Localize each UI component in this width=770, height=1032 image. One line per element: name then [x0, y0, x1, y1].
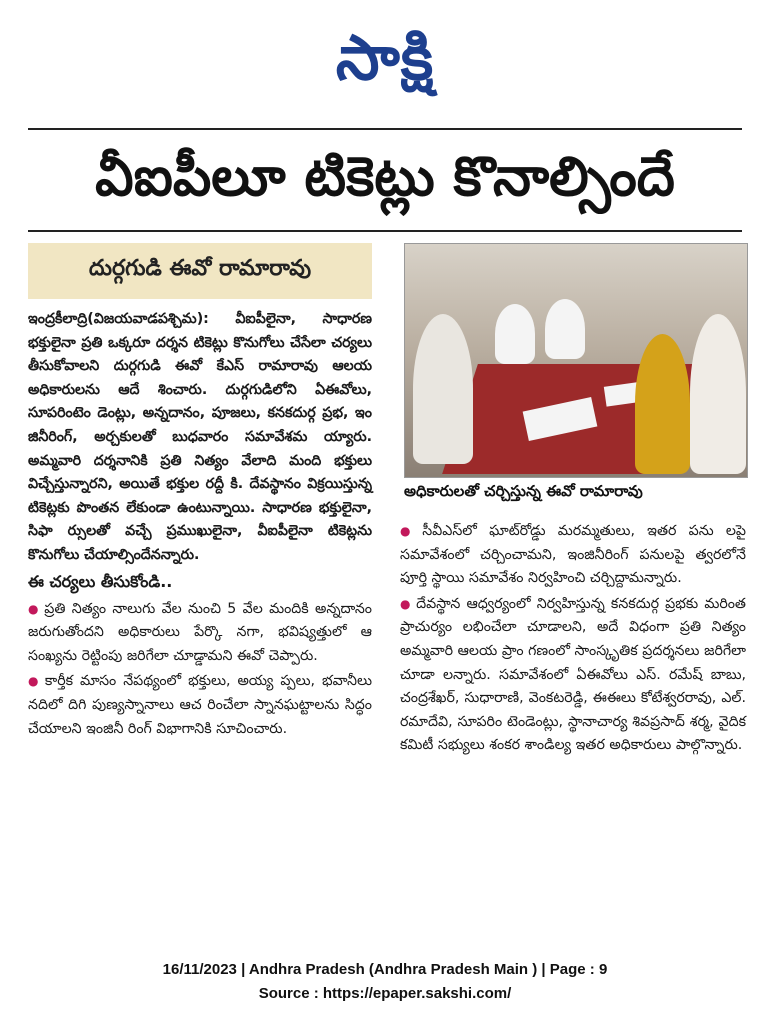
list-item: ● కార్తీక మాసం నేపథ్యంలో భక్తులు, అయ్య ప్పలు, భవానీలు నదిలో దిగి పుణ్యస్నానాలు ఆచ రించేలా స్నానఘట్టాలను సిద్ధం చేయాలని ఇంజినీ రింగ్ విభాగానికి సూచించారు. [28, 673, 372, 737]
meeting-photo [404, 243, 748, 478]
subhead-box [28, 243, 372, 299]
photo-person [635, 334, 690, 474]
photo-person [495, 304, 535, 364]
photo-caption: అధికారులతో చర్చిస్తున్న ఈవో రామారావు [404, 482, 643, 500]
headline: వీఐపీలూ టికెట్లు కొనాల్సిందే [95, 144, 675, 208]
photo-person [545, 299, 585, 359]
list-item: ● సీవీఎస్‌లో ఘాట్‌రోడ్డు మరమ్మతులు, ఇతర పను లపై సమావేశంలో చర్చించామని, ఇంజినీరింగ్ పనులపై త్వరలోనే పూర్తి స్థాయి సమావేశం నిర్వహించి చర్చిద్దామన్నారు. [400, 523, 746, 587]
masthead-rule [28, 128, 742, 130]
headline-rule [28, 230, 742, 232]
bullet-icon: ● [400, 596, 413, 611]
footer-date-line: 16/11/2023 | Andhra Pradesh (Andhra Pradesh Main ) | Page : 9 [162, 961, 608, 978]
photo-person [413, 314, 473, 464]
list-item: ● ప్రతి నిత్యం నాలుగు వేల నుంచి 5 వేల మందికి అన్నదానం జరుగుతోందని అధికారులు పేర్కొ నగా, భవిష్యత్తులో ఆ సంఖ్యను రెట్టింపు జరిగేలా చూడ్డామని ఈవో చెప్పారు. [28, 600, 372, 664]
right-column [400, 520, 746, 760]
footer-source-line: Source : https://epaper.sakshi.com/ [258, 985, 512, 1002]
section-title: ఈ చర్యలు తీసుకోండి.. [28, 571, 173, 591]
photo-person [690, 314, 746, 474]
masthead-logo: సాక్షి [335, 21, 435, 94]
bullet-icon: ● [28, 601, 41, 616]
left-column [28, 308, 372, 743]
bullet-icon: ● [28, 674, 41, 689]
list-item: ● దేవస్థాన ఆధ్వర్యంలో నిర్వహిస్తున్న కనకదుర్గ ప్రభకు మరింత ప్రాచుర్యం లభించేలా చూడాలని, అదే విధంగా ప్రతి నిత్యం అమ్మవారి ఆలయ ప్రాం గణంలో సాంస్కృతిక ప్రదర్శనలు జరిగేలా చూడా లన్నారు. సమావేశంలో ఏఈవోలు ఎస్. రమేష్ బాబు, చంద్రశేఖర్, సుధారాణి, వెంకటరెడ్డి, ఈఈలు కోటేశ్వరరావు, ఎల్. రమాదేవి, సూపరిం టెండెంట్లు, స్థానాచార్య శివప్రసాద్ శర్మ, వైదిక కమిటీ సభ్యులు శంకర శాండిల్య ఇతర అధికారులు పాల్గొన్నారు. [400, 595, 746, 754]
bullet-icon: ● [400, 524, 419, 538]
footer [0, 958, 770, 1006]
subhead-text: దుర్గగుడి ఈవో రామారావు [88, 256, 312, 281]
intro-paragraph: ఇంద్రకీలాద్రి(విజయవాడపశ్చిమ): వీఐపీలైనా, సాధారణ భక్తులైనా ప్రతి ఒక్కరూ దర్శన టికెట్లు కొనుగోలు చేసేలా చర్యలు తీసుకోవాలని దుర్గగుడి ఈవో కేఎస్ రామారావు ఆలయ అధికారులను ఆదే శించారు. దుర్గగుడిలోని ఏఈవోలు, సూపరింటెం డెంట్లు, అన్నదానం, పూజలు, కనకదుర్గ ప్రభ, ఇం జినీరింగ్, అర్చకులతో బుధవారం సమావేశమ య్యారు. అమ్మవారి దర్శనానికి ప్రతి నిత్యం వేలాది మంది భక్తులు విచ్చేస్తున్నారని, అయితే భక్తుల రద్దీ కి. దేవస్థానం విక్రయిస్తున్న టికెట్లకు పొంతన లేకుండా ఉంటున్నాయి. సాధారణ భక్తులైనా, సిఫా ర్సులతో వచ్చే ప్రముఖులైనా, వీఐపీలైనా టికెట్లను కొనుగోలు చేయాల్సిందేనన్నారు. [28, 311, 372, 563]
